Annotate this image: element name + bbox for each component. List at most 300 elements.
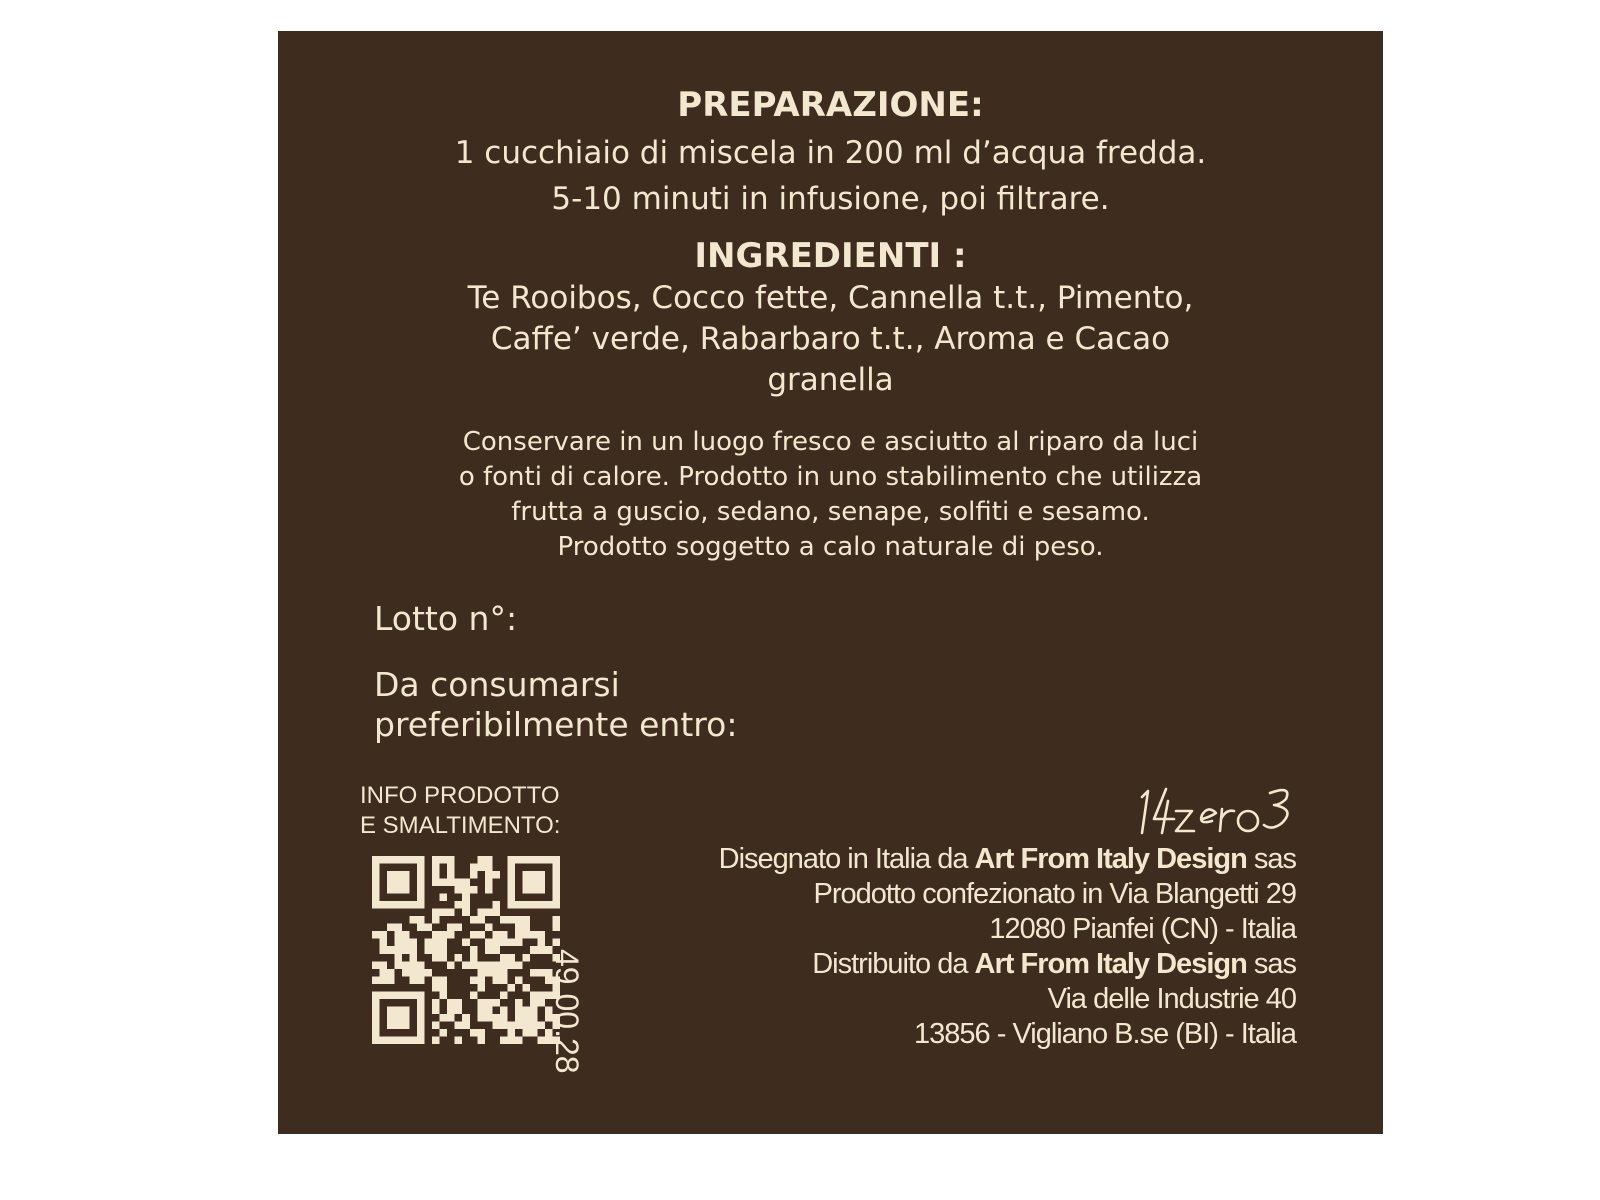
qr-module (387, 924, 395, 932)
qr-module (432, 1036, 440, 1044)
scadenza-line: preferibilmente entro: (374, 705, 738, 744)
qr-module (455, 901, 463, 909)
qr-module (507, 856, 515, 864)
qr-module (455, 879, 463, 887)
info-line: E SMALTIMENTO: (360, 812, 561, 839)
qr-module (395, 954, 403, 962)
preparazione-heading: PREPARAZIONE: (677, 85, 984, 125)
qr-module (395, 924, 403, 932)
qr-module (492, 871, 500, 879)
qr-module (530, 991, 538, 999)
qr-module (402, 961, 410, 969)
qr-module (402, 871, 410, 879)
qr-module (395, 879, 403, 887)
qr-module (537, 886, 545, 894)
credits-line-designed (719, 842, 1296, 877)
qr-module (440, 894, 448, 902)
qr-module (515, 856, 523, 864)
qr-module (387, 901, 395, 909)
qr-module (530, 856, 538, 864)
qr-module (380, 961, 388, 969)
qr-module (545, 901, 553, 909)
qr-module (515, 924, 523, 932)
qr-module (387, 1036, 395, 1044)
conservazione-text (278, 425, 1383, 565)
qr-module (477, 909, 485, 917)
qr-module (477, 916, 485, 924)
qr-module (500, 969, 508, 977)
qr-module (387, 1006, 395, 1014)
qr-module (432, 864, 440, 872)
qr-module (440, 939, 448, 947)
info-label (360, 781, 560, 841)
qr-module (522, 1006, 530, 1014)
qr-module (507, 916, 515, 924)
qr-module (410, 946, 418, 954)
qr-module (372, 856, 380, 864)
qr-module (470, 946, 478, 954)
qr-module (492, 961, 500, 969)
qr-module (485, 961, 493, 969)
qr-module (447, 1006, 455, 1014)
qr-module (425, 939, 433, 947)
qr-module (447, 1014, 455, 1022)
qr-module (372, 976, 380, 984)
ingredienti-line: Caffe’ verde, Rabarbaro t.t., Aroma e Cacao (490, 321, 1171, 357)
qr-module (477, 961, 485, 969)
qr-module (477, 864, 485, 872)
company-name: Art From Italy Design (974, 843, 1247, 875)
qr-module (522, 984, 530, 992)
qr-module (402, 879, 410, 887)
qr-module (507, 939, 515, 947)
qr-module (447, 909, 455, 917)
preparazione-line: 5-10 minuti in infusione, poi filtrare. (551, 181, 1110, 217)
credits-block (719, 842, 1296, 1052)
qr-module (432, 879, 440, 887)
qr-module (432, 939, 440, 947)
qr-module (372, 999, 380, 1007)
qr-module (372, 1029, 380, 1037)
qr-module (462, 939, 470, 947)
qr-module (455, 954, 463, 962)
qr-module (530, 999, 538, 1007)
qr-module (537, 999, 545, 1007)
qr-module (447, 999, 455, 1007)
qr-module (477, 1036, 485, 1044)
qr-module (507, 984, 515, 992)
qr-module (387, 856, 395, 864)
qr-module (507, 954, 515, 962)
qr-module (500, 961, 508, 969)
qr-module (485, 856, 493, 864)
qr-module (432, 916, 440, 924)
qr-module (515, 976, 523, 984)
ingredienti-heading: INGREDIENTI : (694, 236, 967, 276)
qr-module (402, 856, 410, 864)
qr-module (380, 991, 388, 999)
qr-module (500, 976, 508, 984)
qr-module (477, 1014, 485, 1022)
qr-module (485, 999, 493, 1007)
qr-module (537, 856, 545, 864)
qr-module (372, 901, 380, 909)
qr-module (395, 856, 403, 864)
qr-module (440, 1029, 448, 1037)
qr-module (372, 886, 380, 894)
qr-module (515, 1006, 523, 1014)
qr-module (522, 901, 530, 909)
qr-module (425, 924, 433, 932)
qr-module (485, 879, 493, 887)
qr-module (462, 1021, 470, 1029)
qr-module (440, 931, 448, 939)
qr-module (432, 999, 440, 1007)
qr-module (552, 894, 560, 902)
qr-module (440, 909, 448, 917)
qr-module (537, 1036, 545, 1044)
qr-module (380, 1036, 388, 1044)
qr-module (552, 864, 560, 872)
qr-module (447, 924, 455, 932)
credits-text: Distribuito da (812, 948, 975, 980)
qr-module (530, 946, 538, 954)
qr-module (410, 991, 418, 999)
qr-module (447, 856, 455, 864)
qr-module (492, 931, 500, 939)
lotto-label: Lotto n°: (374, 599, 518, 638)
ingredienti-line: granella (767, 362, 894, 398)
qr-module (417, 1014, 425, 1022)
qr-module (552, 924, 560, 932)
qr-module (372, 1014, 380, 1022)
qr-module (537, 991, 545, 999)
qr-module (522, 871, 530, 879)
qr-module (432, 976, 440, 984)
qr-module (500, 1014, 508, 1022)
qr-module (462, 894, 470, 902)
qr-module (492, 999, 500, 1007)
qr-module (410, 901, 418, 909)
qr-module (432, 856, 440, 864)
qr-module (417, 1021, 425, 1029)
qr-module (417, 916, 425, 924)
qr-module (440, 946, 448, 954)
qr-module (492, 901, 500, 909)
qr-module (522, 886, 530, 894)
qr-module (530, 886, 538, 894)
qr-module (417, 999, 425, 1007)
qr-module (410, 954, 418, 962)
qr-module (507, 886, 515, 894)
qr-module (387, 1014, 395, 1022)
qr-module (455, 1036, 463, 1044)
qr-module (522, 931, 530, 939)
qr-module (440, 856, 448, 864)
qr-module (387, 1021, 395, 1029)
qr-module (440, 991, 448, 999)
scadenza-label (374, 665, 737, 745)
qr-module (387, 976, 395, 984)
qr-module (470, 1029, 478, 1037)
qr-module (417, 856, 425, 864)
qr-module (515, 1021, 523, 1029)
qr-module (530, 871, 538, 879)
qr-module (500, 939, 508, 947)
qr-module (545, 856, 553, 864)
qr-module (485, 864, 493, 872)
qr-module (470, 886, 478, 894)
qr-module (522, 916, 530, 924)
qr-module (447, 864, 455, 872)
qr-module (485, 871, 493, 879)
qr-module (462, 886, 470, 894)
qr-module (395, 901, 403, 909)
qr-module (372, 961, 380, 969)
qr-module (402, 1036, 410, 1044)
qr-module (485, 1006, 493, 1014)
qr-module (515, 1014, 523, 1022)
qr-module (530, 1029, 538, 1037)
qr-module (530, 901, 538, 909)
qr-module (447, 871, 455, 879)
qr-module (477, 931, 485, 939)
qr-module (522, 924, 530, 932)
qr-module (522, 954, 530, 962)
scadenza-line: Da consumarsi (374, 665, 620, 704)
qr-module (515, 916, 523, 924)
qr-module (477, 984, 485, 992)
qr-module (552, 856, 560, 864)
conservazione-line: frutta a guscio, sedano, senape, solfiti e sesamo. (511, 497, 1150, 527)
qr-module (410, 916, 418, 924)
credits-line: 12080 Pianfei (CN) - Italia (989, 913, 1296, 945)
credits-line: Via delle Industrie 40 (1047, 983, 1296, 1015)
qr-module (417, 894, 425, 902)
qr-module (492, 1021, 500, 1029)
qr-module (395, 991, 403, 999)
qr-module (552, 939, 560, 947)
qr-module (455, 886, 463, 894)
qr-module (440, 976, 448, 984)
qr-module (515, 999, 523, 1007)
qr-module (507, 879, 515, 887)
qr-module (417, 901, 425, 909)
qr-module (500, 1006, 508, 1014)
qr-module (380, 939, 388, 947)
qr-module (470, 976, 478, 984)
qr-module (410, 856, 418, 864)
qr-module (410, 969, 418, 977)
qr-module (402, 946, 410, 954)
qr-module (515, 961, 523, 969)
qr-module (507, 961, 515, 969)
qr-module (552, 871, 560, 879)
qr-module (515, 931, 523, 939)
qr-module (530, 879, 538, 887)
qr-module (470, 871, 478, 879)
credits-line: Prodotto confezionato in Via Blangetti 29 (813, 878, 1296, 910)
qr-module (395, 1036, 403, 1044)
qr-module (387, 871, 395, 879)
qr-module (387, 946, 395, 954)
qr-module (372, 894, 380, 902)
qr-module (402, 1014, 410, 1022)
qr-module (395, 1014, 403, 1022)
qr-module (492, 939, 500, 947)
qr-module (455, 1006, 463, 1014)
ingredienti-text (278, 278, 1383, 401)
qr-module (417, 1036, 425, 1044)
qr-module (470, 931, 478, 939)
qr-module (522, 856, 530, 864)
qr-module (410, 976, 418, 984)
qr-module (477, 969, 485, 977)
qr-module (477, 999, 485, 1007)
qr-module (410, 939, 418, 947)
qr-module (417, 1006, 425, 1014)
credits-text: sas (1246, 843, 1296, 875)
qr-module (372, 871, 380, 879)
qr-module (485, 939, 493, 947)
qr-module (485, 969, 493, 977)
qr-module (522, 1021, 530, 1029)
qr-module (507, 1036, 515, 1044)
qr-module (485, 886, 493, 894)
qr-module (515, 1036, 523, 1044)
qr-module (417, 976, 425, 984)
qr-module (402, 1006, 410, 1014)
qr-module (522, 1029, 530, 1037)
qr-module (537, 1021, 545, 1029)
qr-module (372, 879, 380, 887)
credits-line: 13856 - Vigliano B.se (BI) - Italia (914, 1018, 1296, 1050)
brand-logo-icon (1132, 775, 1302, 845)
qr-module (462, 909, 470, 917)
qr-module (387, 969, 395, 977)
qr-module (425, 946, 433, 954)
qr-module (380, 946, 388, 954)
qr-module (417, 886, 425, 894)
credits-line-distributed (719, 947, 1296, 982)
qr-module (432, 954, 440, 962)
ingredienti-line: Te Rooibos, Cocco fette, Cannella t.t., Pimento, (467, 280, 1194, 316)
qr-module (387, 991, 395, 999)
qr-module (440, 1014, 448, 1022)
qr-module (500, 954, 508, 962)
qr-module (395, 1021, 403, 1029)
qr-module (372, 931, 380, 939)
qr-module (522, 1014, 530, 1022)
qr-module (462, 1014, 470, 1022)
qr-module (500, 1021, 508, 1029)
qr-module (492, 1014, 500, 1022)
qr-module (470, 954, 478, 962)
info-line: INFO PRODOTTO (360, 782, 560, 809)
qr-module (402, 991, 410, 999)
qr-module (515, 939, 523, 947)
qr-module (387, 886, 395, 894)
qr-module (395, 931, 403, 939)
company-name: Art From Italy Design (974, 948, 1247, 980)
qr-module (530, 969, 538, 977)
qr-module (395, 939, 403, 947)
qr-module (507, 871, 515, 879)
qr-module (372, 991, 380, 999)
qr-module (432, 984, 440, 992)
qr-module (417, 961, 425, 969)
qr-module (492, 969, 500, 977)
qr-module (395, 886, 403, 894)
qr-module (462, 961, 470, 969)
qr-module (447, 931, 455, 939)
qr-module (380, 901, 388, 909)
qr-module (470, 916, 478, 924)
qr-module (447, 961, 455, 969)
qr-module (432, 909, 440, 917)
qr-module (432, 946, 440, 954)
qr-module (372, 1036, 380, 1044)
qr-module (500, 991, 508, 999)
qr-module (537, 879, 545, 887)
qr-module (432, 931, 440, 939)
qr-module (485, 1014, 493, 1022)
qr-module (402, 901, 410, 909)
conservazione-line: Conservare in un luogo fresco e asciutto al riparo da luci (462, 427, 1199, 457)
qr-module (500, 916, 508, 924)
qr-module (417, 879, 425, 887)
preparazione-text (278, 130, 1383, 222)
qr-module (447, 879, 455, 887)
qr-module (462, 879, 470, 887)
qr-module (402, 969, 410, 977)
qr-module (410, 1036, 418, 1044)
qr-module (432, 1006, 440, 1014)
qr-module (380, 969, 388, 977)
qr-module (440, 954, 448, 962)
credits-text: Disegnato in Italia da (718, 843, 975, 875)
qr-module (477, 1006, 485, 1014)
qr-module (417, 924, 425, 932)
qr-module (470, 991, 478, 999)
qr-module (552, 901, 560, 909)
qr-code-icon[interactable] (372, 856, 560, 1044)
qr-module (432, 871, 440, 879)
qr-module (507, 894, 515, 902)
qr-module (417, 1029, 425, 1037)
qr-module (477, 1029, 485, 1037)
qr-module (507, 864, 515, 872)
qr-module (417, 991, 425, 999)
conservazione-line: o fonti di calore. Prodotto in uno stabilimento che utilizza (458, 462, 1203, 492)
qr-module (537, 969, 545, 977)
qr-module (440, 879, 448, 887)
qr-module (477, 856, 485, 864)
qr-module (462, 901, 470, 909)
qr-module (432, 1021, 440, 1029)
qr-module (507, 1029, 515, 1037)
qr-module (417, 969, 425, 977)
qr-module (500, 931, 508, 939)
preparazione-line: 1 cucchiaio di miscela in 200 ml d’acqua fredda. (454, 135, 1207, 171)
qr-module (537, 946, 545, 954)
qr-module (417, 864, 425, 872)
qr-module (537, 871, 545, 879)
qr-module (410, 961, 418, 969)
product-label (278, 31, 1383, 1134)
qr-module (380, 856, 388, 864)
qr-module (455, 999, 463, 1007)
